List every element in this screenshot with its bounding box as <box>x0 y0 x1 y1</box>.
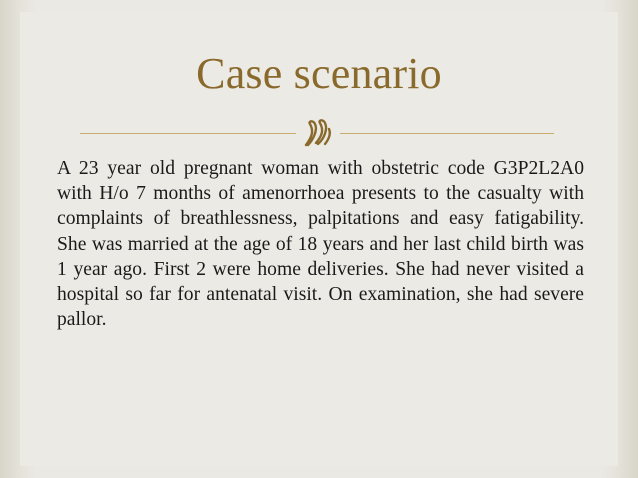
reed-flourish-icon <box>300 118 336 148</box>
title-divider-left <box>80 133 296 134</box>
title-divider-right <box>340 133 554 134</box>
case-description: A 23 year old pregnant woman with obstetric code G3P2L2A0 with H/o 7 months of amenorrhoea presents to the casualty with complaints of breathlessness, palpitations and easy fatigability. She was married at the age of 18 years and her last child birth was 1 year ago. First 2 were home deliveries. She had never visited a hospital so far for antenatal visit. On examination, she had severe pallor. <box>57 158 584 331</box>
slide-title: Case scenario <box>196 49 442 98</box>
